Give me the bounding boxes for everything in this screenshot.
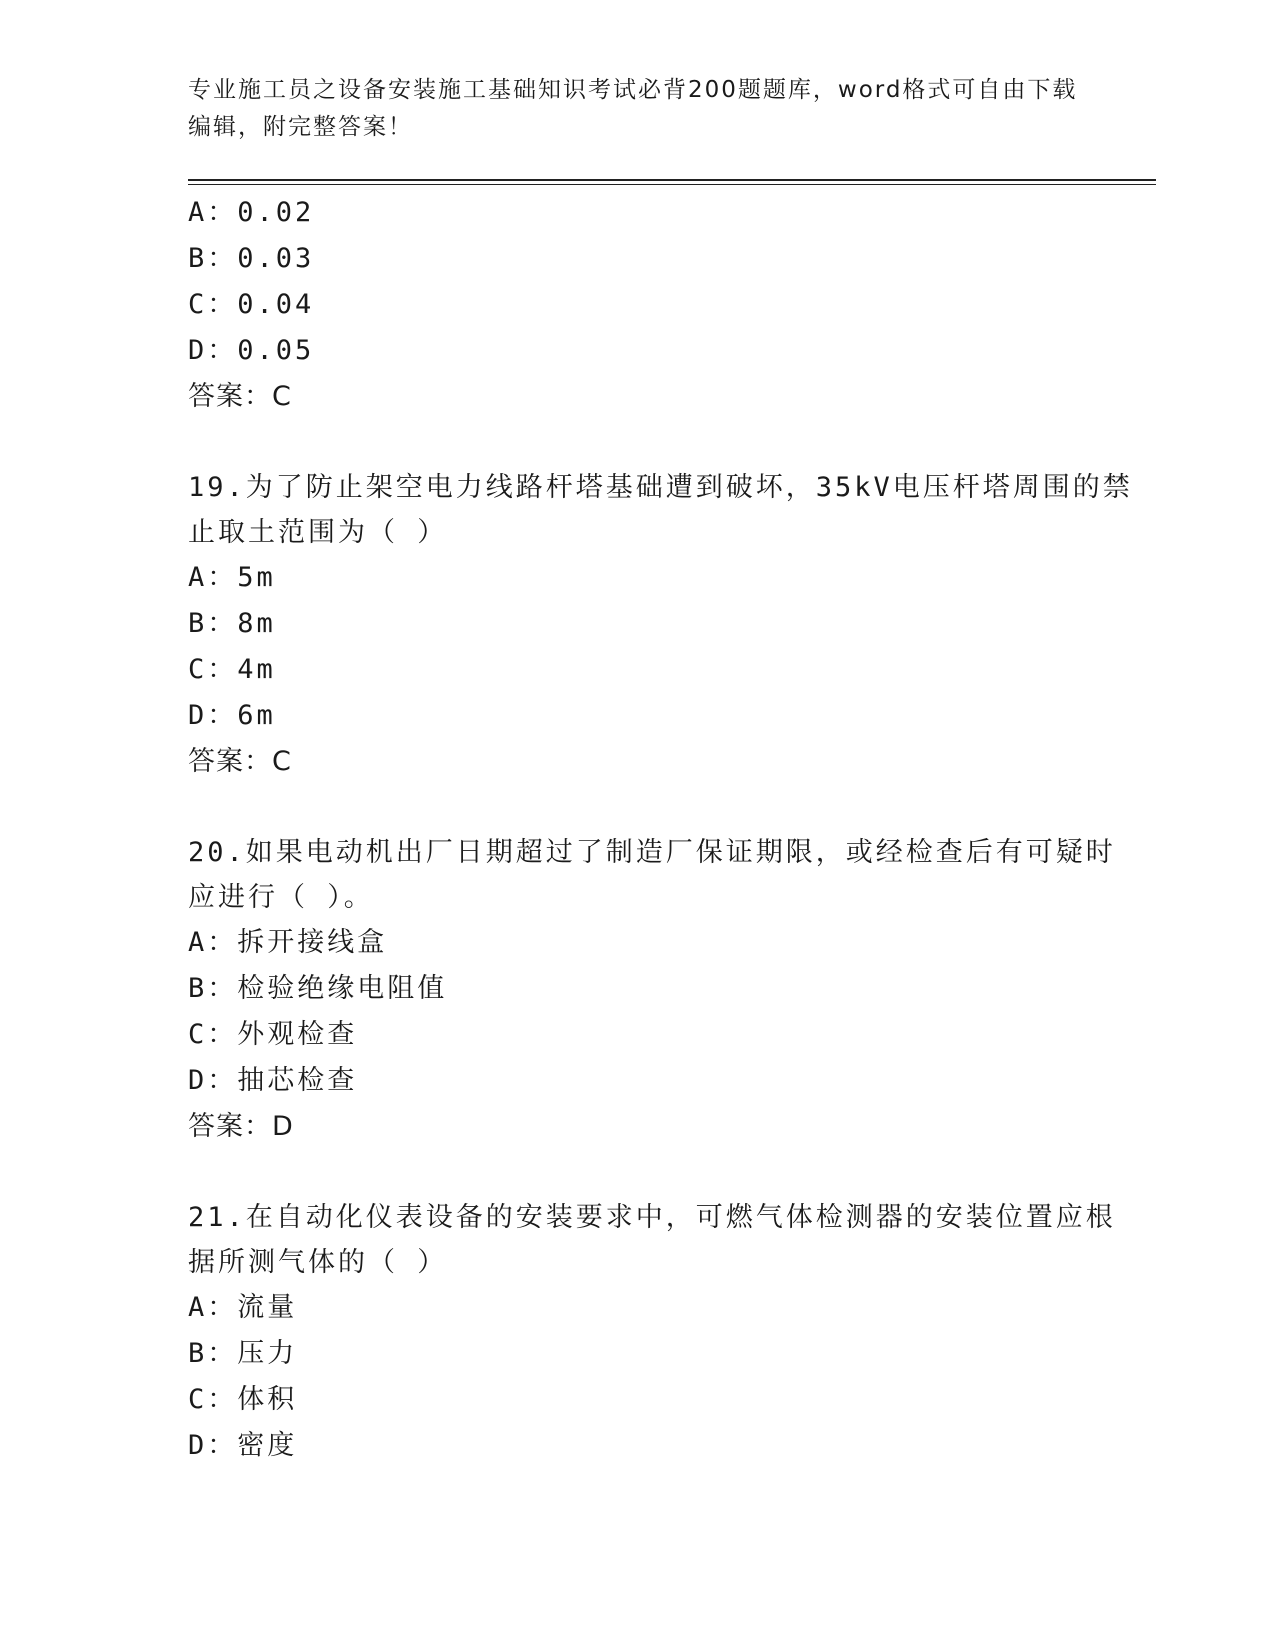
page-header	[188, 72, 1088, 146]
option-d: D：6m	[188, 700, 276, 731]
question-text-line-2: 止取土范围为（ ）	[188, 517, 448, 548]
header-rule	[188, 179, 1156, 181]
option-a: A：5m	[188, 562, 276, 593]
question-20	[188, 830, 1116, 1150]
header-line-2: 编辑，附完整答案！	[188, 114, 413, 140]
option-a: A：拆开接线盒	[188, 927, 388, 958]
option-b: B：检验绝缘电阻值	[188, 973, 448, 1004]
question-18-continued	[188, 190, 1088, 420]
option-b: B：压力	[188, 1338, 298, 1369]
option-d: D：抽芯检查	[188, 1065, 358, 1096]
option-c: C：外观检查	[188, 1019, 358, 1050]
option-d: D：密度	[188, 1430, 298, 1461]
answer: 答案：C	[188, 746, 292, 777]
answer: 答案：C	[188, 381, 292, 412]
option-a: A：流量	[188, 1292, 298, 1323]
question-text-line-1: 21.在自动化仪表设备的安装要求中，可燃气体检测器的安装位置应根	[188, 1202, 1116, 1233]
question-text-line-1: 19.为了防止架空电力线路杆塔基础遭到破坏，35kV电压杆塔周围的禁	[188, 472, 1133, 503]
option-c: C：4m	[188, 654, 276, 685]
option-c: C：0.04	[188, 289, 315, 320]
option-c: C：体积	[188, 1384, 298, 1415]
question-text-line-2: 应进行（ ）。	[188, 882, 374, 913]
question-19	[188, 465, 1133, 785]
question-list	[188, 190, 1133, 1469]
question-21	[188, 1195, 1116, 1469]
header-line-1: 专业施工员之设备安装施工基础知识考试必背200题题库，word格式可自由下载	[188, 77, 1078, 103]
answer: 答案：D	[188, 1111, 294, 1142]
option-b: B：8m	[188, 608, 276, 639]
question-text-line-1: 20.如果电动机出厂日期超过了制造厂保证期限，或经检查后有可疑时	[188, 837, 1116, 868]
option-b: B：0.03	[188, 243, 315, 274]
option-a: A：0.02	[188, 197, 315, 228]
question-text-line-2: 据所测气体的（ ）	[188, 1247, 448, 1278]
header-rule-thin	[188, 184, 1156, 185]
option-d: D：0.05	[188, 335, 315, 366]
